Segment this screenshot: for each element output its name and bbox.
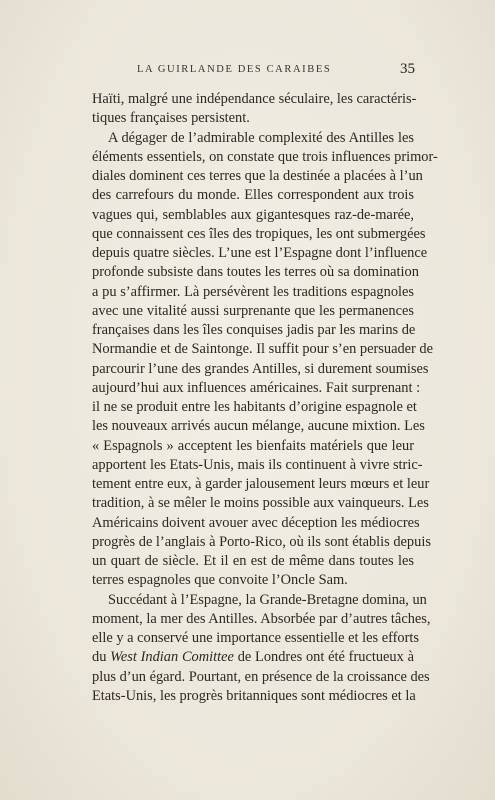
text-line: parcourir l’une des grandes Antilles, si durement soumises	[92, 360, 429, 377]
text-line: que connaissent ces îles des tropiques, les ont submergées	[92, 225, 426, 242]
text-line: moment, la mer des Antilles. Absorbée par d’autres tâches,	[92, 610, 431, 627]
text-line: terres espagnoles que convoite l’Oncle Sam.	[92, 572, 348, 589]
text-line: tiques françaises persistent.	[92, 110, 250, 127]
text-line: Haïti, malgré une indépendance séculaire, les caractéris-	[92, 91, 417, 107]
text-line: diales dominent ces terres que la destinée a placées à l’un	[92, 168, 423, 184]
text-line: Normandie et de Saintonge. Il suffit pour s’en persuader de	[92, 341, 434, 358]
text-line: plus d’un égard. Pourtant, en présence de la croissance des	[92, 668, 430, 685]
text-line: Américains doivent avouer avec déception les médiocres	[92, 514, 420, 531]
body-text	[92, 90, 438, 706]
text-line: avec une vitalité aussi surprenante que les permanences	[92, 302, 414, 319]
text-line: éléments essentiels, on constate que trois influences primor-	[92, 148, 438, 165]
text-line: apportent les Etats-Unis, mais ils continuent à vivre stric-	[92, 456, 423, 473]
text-line: des carrefours du monde. Elles correspondent aux trois	[92, 187, 414, 204]
text-line: depuis quatre siècles. L’une est l’Espagne dont l’influence	[92, 245, 428, 261]
page-header	[92, 61, 415, 81]
text-line: Etats-Unis, les progrès britanniques sont médiocres et la	[92, 687, 416, 704]
text-line: elle y a conservé une importance essentielle et les efforts	[92, 630, 419, 646]
text-line: aujourd’hui aux influences américaines. Fait surprenant :	[92, 379, 421, 396]
running-title: LA GUIRLANDE DES CARAIBES	[137, 64, 332, 75]
text-line: a pu s’affirmer. Là persévèrent les traditions espagnoles	[92, 283, 414, 300]
page-number: 35	[400, 61, 415, 77]
text-line: profonde subsiste dans toutes les terres où sa domination	[92, 264, 419, 281]
text-line: il ne se produit entre les habitants d’origine espagnole et	[92, 399, 417, 415]
italic-committee-name: West Indian Comittee	[110, 649, 234, 666]
text-line	[92, 648, 414, 667]
text-line: françaises dans les îles conquises jadis par les marins de	[92, 322, 416, 338]
text-line: les nouveaux arrivés aucun mélange, aucune mixtion. Les	[92, 418, 425, 435]
text-line: tradition, à se mêler le moins possible aux vainqueurs. Les	[92, 495, 429, 512]
text-line: A dégager de l’admirable complexité des Antilles les	[108, 129, 414, 146]
text-fragment: du	[92, 649, 107, 666]
text-line: Succédant à l’Espagne, la Grande-Bretagne domina, un	[108, 591, 427, 608]
text-fragment: de Londres ont été fructueux à	[237, 649, 414, 666]
text-line: « Espagnols » acceptent les bienfaits matériels que leur	[92, 437, 414, 454]
text-line: progrès de l’anglais à Porto-Rico, où ils sont établis depuis	[92, 533, 431, 550]
text-line: vagues qui, semblables aux gigantesques raz-de-marée,	[92, 206, 414, 223]
text-line: tement entre eux, à garder jalousement leurs mœurs et leur	[92, 476, 430, 492]
text-line: un quart de siècle. Et il en est de même dans toutes les	[92, 553, 414, 569]
